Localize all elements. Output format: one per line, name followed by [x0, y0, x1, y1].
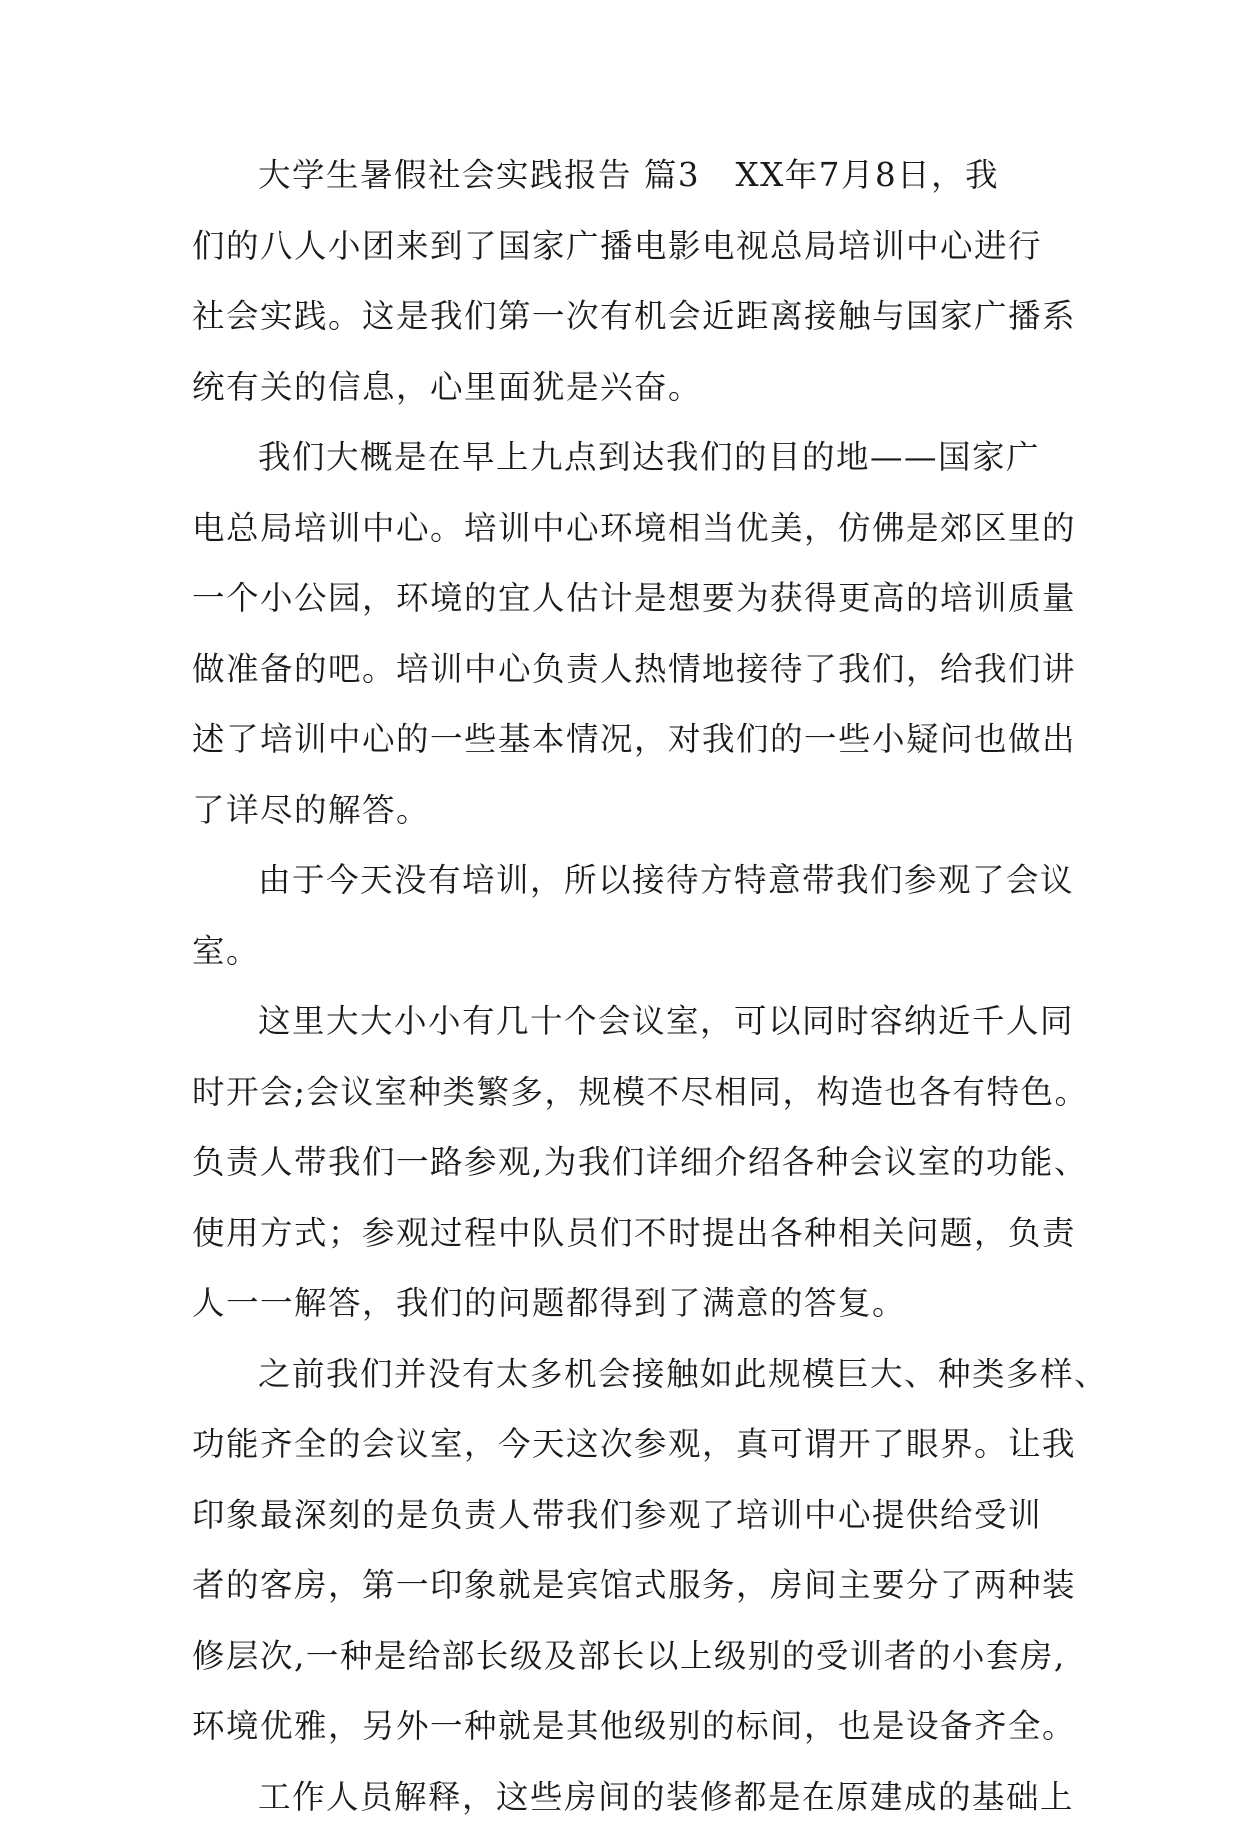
text-line-8: 做准备的吧。培训中心负责人热情地接待了我们，给我们讲: [192, 649, 1052, 720]
text-line-4: 统有关的信息，心里面犹是兴奋。: [192, 367, 1052, 438]
text-line-11: 由于今天没有培训，所以接待方特意带我们参观了会议: [192, 860, 1052, 931]
document-page: [192, 155, 1052, 1847]
text-line-23: 环境优雅，另外一种就是其他级别的标间，也是设备齐全。: [192, 1706, 1052, 1777]
text-line-17: 人一一解答，我们的问题都得到了满意的答复。: [192, 1283, 1052, 1354]
text-line-7: 一个小公园，环境的宜人估计是想要为获得更高的培训质量: [192, 578, 1052, 649]
text-line-14: 时开会;会议室种类繁多，规模不尽相同，构造也各有特色。: [192, 1072, 1052, 1143]
text-line-12: 室。: [192, 931, 1052, 1002]
text-line-5: 我们大概是在早上九点到达我们的目的地——国家广: [192, 437, 1052, 508]
text-line-6: 电总局培训中心。培训中心环境相当优美，仿佛是郊区里的: [192, 508, 1052, 579]
text-line-1: 大学生暑假社会实践报告 篇3 XX年7月8日，我: [192, 155, 1052, 226]
text-line-2: 们的八人小团来到了国家广播电影电视总局培训中心进行: [192, 226, 1052, 297]
text-line-22: 修层次,一种是给部长级及部长以上级别的受训者的小套房,: [192, 1636, 1052, 1707]
text-line-9: 述了培训中心的一些基本情况，对我们的一些小疑问也做出: [192, 719, 1052, 790]
text-line-19: 功能齐全的会议室，今天这次参观，真可谓开了眼界。让我: [192, 1424, 1052, 1495]
text-line-3: 社会实践。这是我们第一次有机会近距离接触与国家广播系: [192, 296, 1052, 367]
text-line-15: 负责人带我们一路参观,为我们详细介绍各种会议室的功能、: [192, 1142, 1052, 1213]
text-line-10: 了详尽的解答。: [192, 790, 1052, 861]
text-line-18: 之前我们并没有太多机会接触如此规模巨大、种类多样、: [192, 1354, 1052, 1425]
text-line-21: 者的客房，第一印象就是宾馆式服务，房间主要分了两种装: [192, 1565, 1052, 1636]
text-line-24: 工作人员解释，这些房间的装修都是在原建成的基础上: [192, 1777, 1052, 1847]
text-line-16: 使用方式；参观过程中队员们不时提出各种相关问题，负责: [192, 1213, 1052, 1284]
text-line-20: 印象最深刻的是负责人带我们参观了培训中心提供给受训: [192, 1495, 1052, 1566]
text-line-13: 这里大大小小有几十个会议室，可以同时容纳近千人同: [192, 1001, 1052, 1072]
